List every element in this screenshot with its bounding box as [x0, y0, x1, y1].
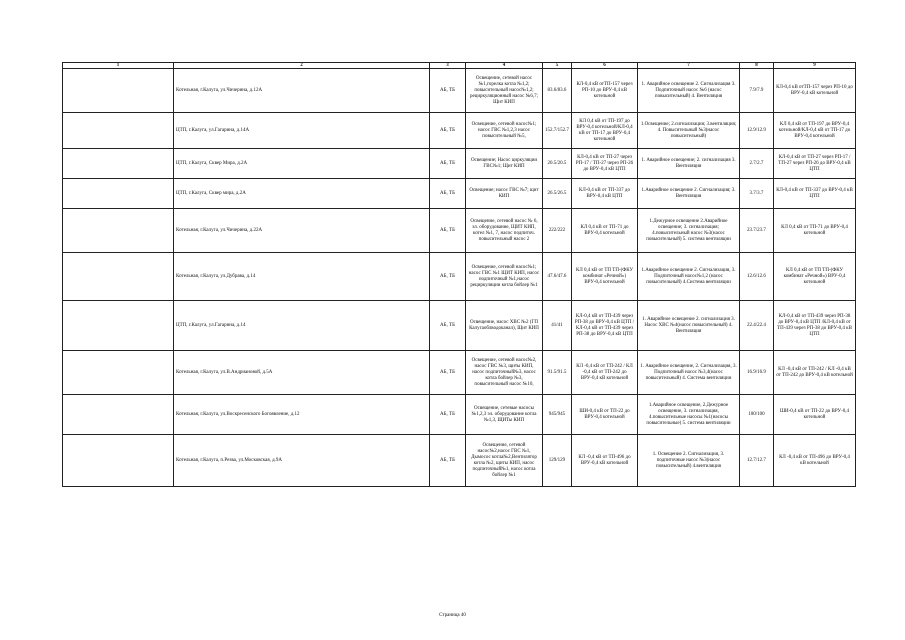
backup-consumers: 1. Аварийное освещение; 2. сигнализация 3. Вентиляция [638, 149, 740, 179]
power-value: 83.6/83.6 [543, 69, 572, 113]
row-number-cell [63, 301, 174, 351]
row-number-cell [63, 253, 174, 301]
register-table [62, 62, 856, 487]
power-source-type: АБ, ТБ [430, 435, 466, 487]
connected-equipment: Освещение; насос ГВС №7; щит КИП [466, 179, 543, 209]
object-address: Котельная, г.Калуга, ул.Воскресенского Богоявление, д.12 [174, 395, 430, 435]
feed-line: КЛ-0,4 кВ от ТП-27 через РП-17 / ТП-27 через РП-26 до ВРУ-0,4 кВ ЦТП [572, 149, 638, 179]
table-row [63, 149, 856, 179]
power-source-type: АБ, ТБ [430, 351, 466, 395]
column-number: 4 [466, 63, 543, 69]
table-row [63, 301, 856, 351]
column-number: 8 [740, 63, 774, 69]
power-source-type: АБ, ТБ [430, 209, 466, 253]
feed-line: КЛ-0,4 кВ отТП-157 через РП-10 до ВРУ-0,4 кВ котельной [572, 69, 638, 113]
reserve-line: КЛ-0,4 кВ от ТП-337 до ВРУ-0,4 кВ ЦТП [774, 179, 856, 209]
connected-equipment: Освещение, сетевой насос№1; насос ГВС №1,2,3 насос повысительный №5, [466, 113, 543, 149]
reserve-line: ШИ-0,4 кВ от ТП-22 до ВРУ-0,4 котельной [774, 395, 856, 435]
object-address: Котельная, г.Калуга, ул.Чичерина, д.12А [174, 69, 430, 113]
power-value: 41/41 [543, 301, 572, 351]
backup-consumers: 1. Освещение 2. Сигнализация, 3. подпиточные насос №3(насос повысительный) 4.вентиляция [638, 435, 740, 487]
power-source-type: АБ, ТБ [430, 149, 466, 179]
table-row [63, 395, 856, 435]
column-number: 6 [572, 63, 638, 69]
object-address: ЦТП, г.Калуга, Сквер мира, д.2А [174, 179, 430, 209]
backup-consumers: 1.Освещение; 2.сигнализация; 3.вентиляция; 4. Повысительный №3(насос повысительный) [638, 113, 740, 149]
feed-line: КЛ -0,4 кВ от ТП-242 / КЛ -0,4 кВ от ТП-242 до ВРУ-0,4 кВ котельной [572, 351, 638, 395]
row-number-cell [63, 69, 174, 113]
backup-power-value: 2.7/2.7 [740, 149, 774, 179]
connected-equipment: Освещение, сетевой насос№2, насос ГВС №3, щиты КИП, насос подпиточный№3, насос котла бойлер №3, повысительный насос №10, [466, 351, 543, 395]
column-number: 7 [638, 63, 740, 69]
row-number-cell [63, 395, 174, 435]
power-source-type: АБ, ТБ [430, 69, 466, 113]
table-row [63, 113, 856, 149]
object-address: Котельная, г.Калуга, ул.В.Андриановой, д.5А [174, 351, 430, 395]
object-address: Котельная, г.Калуга, ул.Чичерина, д.22А [174, 209, 430, 253]
reserve-line: КЛ-0,4 кВ от ТП-27 через РП-17 / ТП-27 через РП-26 до ВРУ-0,4 кВ ЦТП [774, 149, 856, 179]
row-number-cell [63, 435, 174, 487]
reserve-line: КЛ 0,4 кВ от ТП ТП-(ФКУ комбинат «Речной») ВРУ-0,4 котельной [774, 253, 856, 301]
table-row [63, 435, 856, 487]
power-value: 26.5/26.5 [543, 179, 572, 209]
reserve-line: КЛ 0,4 кВ от ТП-197 до ВРУ-0,4 котельной/КЛ-0,4 кВ от ТП-17 до ВРУ-0,4 котельной [774, 113, 856, 149]
feed-line: КЛ 0,4 кВ от ТП ТП-(ФКУ комбинат «Речной») ВРУ-0,4 котельной [572, 253, 638, 301]
backup-consumers: 1.Аварийное освещение 2. Сигнализация; 3. Вентиляция [638, 179, 740, 209]
power-source-type: АБ, ТБ [430, 301, 466, 351]
backup-power-value: 12.9/12.9 [740, 113, 774, 149]
column-number: 2 [174, 63, 430, 69]
connected-equipment: Освещение, сетевой насос№2,насос ГВС №1, Дымосос котла№2,Вентилятор котла №2, щиты КИП, насос подпиточный№1, насос котла бойлер №1 [466, 435, 543, 487]
backup-consumers: 1. Аварийное освещение, 2. Сигнализация, 3. Подпиточный насос №3,4(насос повысительный) 4. Система вентиляции [638, 351, 740, 395]
column-number: 1 [63, 63, 174, 69]
column-number: 9 [774, 63, 856, 69]
row-number-cell [63, 209, 174, 253]
reserve-line: КЛ-0,4 кВ от ТП-439 через РП-38 до ВРУ-0,4 кВ ЦТП /КЛ-0,4 кВ от ТП-439 через РП-38 до ВРУ-0,4 кВ ЦТП [774, 301, 856, 351]
backup-power-value: 100/100 [740, 395, 774, 435]
object-address: ЦТП, г.Калуга, Сквер Мира, д.2А [174, 149, 430, 179]
table-row [63, 69, 856, 113]
feed-line: ШИ-0,4 кВ от ТП-22 до ВРУ-0,4 котельной [572, 395, 638, 435]
backup-power-value: 12.6/12.6 [740, 253, 774, 301]
connected-equipment: Освещение, сетевой насос№1; насос ГВС №1 ЩИТ КИП, насос подпиточный №1,насос рециркуляции котла бойлер №1 [466, 253, 543, 301]
backup-consumers: 1. Аварийное освещение 2. Сигнализация 3. Подпиточный насос №6 (насос повысительный) 4. Вентиляция [638, 69, 740, 113]
backup-power-value: 3.7/3.7 [740, 179, 774, 209]
power-value: 222/222 [543, 209, 572, 253]
power-value: 945/945 [543, 395, 572, 435]
page-number: Страница 40 [439, 613, 466, 618]
backup-power-value: 16.9/16.9 [740, 351, 774, 395]
reserve-line: КЛ -0,4 кВ от ТП-496 до ВРУ-0,4 кВ котельной [774, 435, 856, 487]
power-source-type: АБ, ТБ [430, 179, 466, 209]
object-address: ЦТП, г.Калуга, ул.Гагарина, д.14 [174, 301, 430, 351]
column-number: 3 [430, 63, 466, 69]
backup-consumers: 1.Аварийное освещение, 2.Дежурное освещение, 3. сигнализация, 4.повысительные насосы №1(насосы повысительные) 5. система вентиляции [638, 395, 740, 435]
backup-consumers: 1.Дежурное освещение 2.Аварийное освещение; 3. сигнализация; 4.повысительный насос №3(насос повысительный) 5. система вентиляции [638, 209, 740, 253]
feed-line: КЛ 0,4 кВ от ТП-71 до ВРУ-0,4 котельной [572, 209, 638, 253]
object-address: Котельная, г.Калуга, ул.Дубрава, д.14 [174, 253, 430, 301]
power-value: 91.5/91.5 [543, 351, 572, 395]
object-address: ЦТП, г.Калуга, ул.Гагарина, д.14А [174, 113, 430, 149]
row-number-cell [63, 351, 174, 395]
row-number-cell [63, 113, 174, 149]
feed-line: КЛ 0,4 кВ от ТП-197 до ВРУ-0,4 котельной/КЛ-0,4 кВ от ТП-17 до ВРУ-0,4 котельной [572, 113, 638, 149]
power-source-type: АБ, ТБ [430, 395, 466, 435]
backup-power-value: 7.9/7.9 [740, 69, 774, 113]
table-row [63, 351, 856, 395]
power-value: 20.5/20.5 [543, 149, 572, 179]
backup-power-value: 12.7/12.7 [740, 435, 774, 487]
object-address: Котельная, г.Калуга, п.Резва, ул.Московская, д.9А [174, 435, 430, 487]
table-row [63, 179, 856, 209]
connected-equipment: Освещение, сетевой насос №1,горелка котла №1,2; повысительный насос№1,2; рециркуляционный насос №6,7; Щит КИП [466, 69, 543, 113]
connected-equipment: Освещение, сетевые насосы №1,2,3 эл. оборудование котла №1,3, ЩИТы КИП [466, 395, 543, 435]
row-number-cell [63, 179, 174, 209]
row-number-cell [63, 149, 174, 179]
backup-power-value: 23.7/23.7 [740, 209, 774, 253]
power-source-type: АБ, ТБ [430, 253, 466, 301]
feed-line: КЛ-0,4 кВ от ТП-337 до ВРУ-0,4 кВ ЦТП [572, 179, 638, 209]
connected-equipment: Освещение, насос ХВС №2 (ГП Калугаоблводоканал), Щит КИП [466, 301, 543, 351]
reserve-line: КЛ-0,4 кВ отТП-157 через РП-10 до ВРУ-0,4 кВ котельной [774, 69, 856, 113]
backup-power-value: 22.4/22.4 [740, 301, 774, 351]
feed-line: КЛ -0,4 кВ от ТП-496 до ВРУ-0,4 кВ котельной [572, 435, 638, 487]
table-row [63, 253, 856, 301]
reserve-line: КЛ 0,4 кВ от ТП-71 до ВРУ-0,4 котельной [774, 209, 856, 253]
power-value: 129/129 [543, 435, 572, 487]
power-source-type: АБ, ТБ [430, 113, 466, 149]
feed-line: КЛ-0,4 кВ от ТП-439 через РП-38 до ВРУ-0,4 кВ ЦТП /КЛ-0,4 кВ от ТП-439 через РП-38 до ВРУ-0,4 кВ ЦТП [572, 301, 638, 351]
power-value: 47.6/47.6 [543, 253, 572, 301]
reserve-line: КЛ -0,4 кВ от ТП-242 / КЛ -0,4 кВ от ТП-242 до ВРУ-0,4 кВ котельной [774, 351, 856, 395]
backup-consumers: 1.Аварийное освещение 2. Сигнализация, 3. Подпиточный насос№1,2 (насос повысительный) 4.Система вентиляции [638, 253, 740, 301]
table-row [63, 209, 856, 253]
column-number: 5 [543, 63, 572, 69]
connected-equipment: Освещение; Насос циркуляции ГВС№1; Щит КИП [466, 149, 543, 179]
backup-consumers: 1. Аварийное освещение 2. сигнализация 3. Насос ХВС №4(насос повысительный) 4. Вентиляция [638, 301, 740, 351]
power-value: 152.7/152.7 [543, 113, 572, 149]
connected-equipment: Освещение, сетевой насос № 6, эл. оборудование, ЩИТ КИП, котел №1, 7, насос подпиточ. повысительный насос 2 [466, 209, 543, 253]
